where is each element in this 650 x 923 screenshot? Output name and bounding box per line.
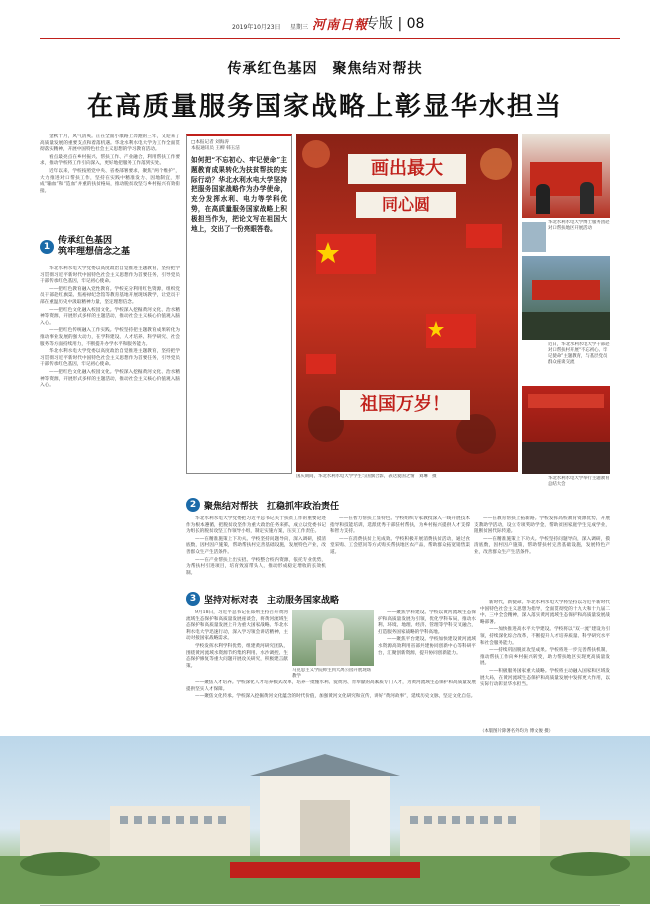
section2-title: 聚焦结对帮扶 扛稳抓牢政治责任 (204, 501, 340, 512)
side-photo-1-caption: 华北水利水电大学博士服务团赴对口帮扶地区开展活动 (548, 220, 610, 231)
kicker: 传承红色基因 聚焦结对帮扶 (227, 61, 423, 77)
section3-text-col3 (186, 680, 476, 726)
section1-paragraph: 华北水利水电大学党委以高度政治自觉推进主题教育，坚持把学习贯彻习近平新时代中国特色社会主义思想作为首要任务，引导党员干部传承红色基因，牢记初心使命。 (40, 266, 180, 285)
newspaper-logo: 河南日報 (312, 18, 369, 33)
callout-body: 如何把“不忘初心、牢记使命”主题教育成果转化为扶贫帮扶的实际行动？华北水利水电大学坚持把服务国家战略作为办学使命，充分发挥水利、电力等学科优势，在高质量服务国家战略上积极担当作为，把论文写在祖国大地上，交出了一份亮眼答卷。 (191, 156, 287, 233)
campus-buildings-illustration (0, 736, 650, 904)
intro-paragraph: 看点最亮点在乡村振兴、帮扶工作、产业融合，利用帮扶工作要求，推动学校将工作引向深入，更好地把服务工作落到实处。 (40, 154, 180, 167)
side-photo-3-caption: 近日，华北水利水电大学干部赴对口帮扶村开展“不忘初心、牢记使命”主题教育，与基层党员群众座谈交流 (548, 342, 610, 365)
issue-date: 2019年10月23日 (232, 24, 281, 31)
section1-heading (40, 236, 180, 258)
section3-paragraph: 学校发挥水利学科优势，组建黄河研究团队，围绕黄河流域水资源节约集约利用、水沙调控、生态保护修复等重大问题开展攻关研究，积极建言献策。 (186, 643, 288, 669)
section3-heading (186, 592, 476, 606)
side-photo-4 (522, 386, 610, 474)
section3-paragraph: ——聚焦文化传承。学校深入挖掘黄河文化蕴含的时代价值，加强黄河文化研究和宣传，讲好“黄河故事”，延续历史文脉，坚定文化自信。 (195, 694, 476, 700)
section2-paragraph: ——在智力帮扶上显特色。学校组织专家教授深入一线开展技术指导和技能培训，选派优秀干部驻村帮扶，为乡村振兴提供人才支撑和智力支持。 (330, 516, 470, 535)
section2-paragraph: 华北水利水电大学党委把习近平总书记关于扶贫工作的重要论述作为根本遵循，把脱贫攻坚作为重大政治任务来抓，成立以党委书记为组长的脱贫攻坚工作领导小组，制定实施方案，压实工作责任。 (186, 516, 326, 535)
issue-weekday: 星期三 (290, 24, 309, 31)
section1-paragraph: ——把红色传统融入工作实践。学校坚持把主题教育成果转化为推动事业发展的强大动力，在学科建设、人才培养、科学研究、社会服务等方面持续用力，不断提升办学水平和服务能力。 (40, 328, 180, 347)
section3-paragraph: ——聚焦平台建设。学校加快建设黄河流域水资源高效利用省部共建协同创新中心等科研平台，汇聚创新资源，提升协同创新能力。 (378, 637, 476, 656)
slogan-board-2: 同心圆 (356, 192, 456, 218)
section2-paragraph: ——在精准施策上下功夫。学校坚持问题导向，深入调研，摸清底数，因村因户施策，帮助帮扶村完善基础设施，发展特色产业，改善群众生产生活条件。 (474, 536, 610, 555)
section3-paragraph: ——聚焦人才培养。学校深化人才培养模式改革，培养一批懂水利、爱黄河、肯奉献的高素质专门人才，为黄河流域生态保护和高质量发展提供坚实人才保障。 (186, 680, 476, 692)
page-header (0, 0, 650, 40)
header-rule (40, 38, 620, 39)
campus-panorama (0, 736, 650, 904)
section-label: 专版 | 08 (365, 16, 425, 32)
slogan-board-1: 画出最大 (348, 154, 466, 184)
intro-paragraph: 近年以来，学校按照党中央、省委部署要求，聚焦“两个维护”，大力推进对口帮扶工作，坚持在实践中精准发力、因地制宜，形成“输血”和“造血”并重的扶贫格局，推动脱贫攻坚与乡村振兴有效衔接。 (40, 168, 180, 194)
section1-paragraph: ——把红色文化融入校园文化。学校深入挖掘黄河文化、治水精神等资源，开展形式多样的主题活动，推动社会主义核心价值观入脑入心。 (40, 369, 180, 389)
side-photo-2 (522, 222, 546, 252)
headline: 在高质量服务国家战略上彰显华水担当 (86, 92, 563, 122)
side-photo-4-caption: 华北水利水电大学举行主题教育总结大会 (548, 476, 610, 487)
section3-number: 3 (186, 592, 200, 606)
intro-paragraph: 金秋十月，风气清爽。正在全面小康路上奔跑的三年，又迎来了高质量发展的重要支点和着落机遇。华北水利水电大学为工作全面贯彻落实精神，开展中国特色社会主义思想的学习教育活动。 (40, 134, 180, 153)
closing-paragraph: ——积极服务国家重大战略。学校将主动融入国家和区域发展大局，在黄河流域生态保护和高质量发展中发挥更大作用，以实际行动彰显华水担当。 (480, 668, 610, 688)
section2-paragraph: ——在消费扶贫上见成效。学校积极开展消费扶贫活动，通过食堂采购、工会慰问等方式购买帮扶地区农产品，帮助群众拓宽销售渠道。 (330, 536, 470, 555)
side-photo-3 (522, 256, 610, 340)
main-photo-caption: 国庆期间，华北水利水电大学学生与国旗合影，表达爱国之情 刘琳 摄 (296, 474, 437, 479)
lead-callout (186, 134, 292, 474)
section1-paragraph: 华北水利水电大学党委以高度政治自觉推进主题教育，坚持把学习贯彻习近平新时代中国特色社会主义思想作为首要任务，引导党员干部传承红色基因，牢记初心使命。 (40, 349, 180, 368)
crowd-flag-illustration (296, 134, 518, 472)
slogan-board-3: 祖国万岁！ (340, 390, 470, 420)
bottom-rule (40, 905, 620, 906)
section1-paragraph: ——把红色教育融入党性教育。学校充分利用红色资源，组织党员干部赴红旗渠、焦裕禄纪念馆等教育基地开展现场教学，让党员干部在重温历史中汲取精神力量，坚定理想信念。 (40, 286, 180, 305)
section2-number: 2 (186, 498, 200, 512)
section1-title: 传承红色基因 筑牢理想信念之基 (58, 236, 131, 257)
side-photo-1 (522, 134, 610, 218)
section2-paragraph: ——在精准施策上下功夫。学校坚持问题导向，深入调研，摸清底数，因村因户施策，帮助帮扶村完善基础设施，发展特色产业，改善群众生产生活条件。 (186, 536, 326, 555)
section3-title: 坚持对标对表 主动服务国家战略 (204, 595, 340, 606)
section1-number: 1 (40, 240, 54, 254)
closing-paragraph: 新时代，新使命。华北水利水电大学将坚持以习近平新时代中国特色社会主义思想为指导，全面贯彻党的十九大和十九届二中、三中全会精神，深入落实黄河流域生态保护和高质量发展战略部署。 (480, 600, 610, 625)
bust-photo-caption: 马克思主义学院师生到大禹公园开展现场教学 (292, 668, 372, 679)
closing-text (480, 600, 610, 726)
byline: □本报记者 刘海涛 本报通讯员 王柳 韩玉洁 (191, 140, 240, 151)
photo-credit-note: （本版图片除署名外均为 傅文俊 摄） (480, 729, 554, 734)
section2-heading (186, 498, 610, 512)
section1-text (40, 266, 180, 632)
section2-paragraph: ——在教育帮扶上拓新路。学校发挥高校教育资源优势，开展支教助学活动，设立专项奖助学金，帮助贫困家庭学生完成学业，阻断贫困代际传递。 (474, 516, 610, 535)
intro-text (40, 134, 180, 222)
closing-paragraph: ——加快推进高水平大学建设。学校将以“双一流”建设为引领，持续深化综合改革，不断提升人才培养质量、科学研究水平和社会服务能力。 (480, 627, 610, 646)
main-photo (296, 134, 518, 472)
section2-paragraph: ——在产业帮扶上出实招。学校整合校内资源，依托专业优势，为帮扶村引进项目，培育致富带头人，推动形成稳定增收的长效机制。 (186, 557, 326, 576)
section3-paragraph: 9月18日，习近平总书记在郑州主持召开黄河流域生态保护和高质量发展座谈会，将黄河流域生态保护和高质量发展上升为重大国家战略。华北水利水电大学迅速行动，深入学习领会讲话精神，主动对接国家战略需求。 (186, 610, 288, 642)
section1-paragraph: ——把红色文化融入校园文化。学校深入挖掘黄河文化、治水精神等资源，开展形式多样的主题活动，推动社会主义核心价值观入脑入心。 (40, 307, 180, 326)
section3-paragraph: ——聚焦学科建设。学校以黄河流域生态保护和高质量发展为引领，优化学科布局，推动水利、环境、地理、经济、管理等学科交叉融合，打造服务国家战略的学科高地。 (378, 610, 476, 635)
bust-photo (292, 610, 374, 666)
closing-paragraph: ——持续巩固脱贫攻坚成果。学校将进一步完善帮扶机制，推动帮扶工作向乡村振兴转变，助力帮扶地区实现更高质量发展。 (480, 648, 610, 667)
